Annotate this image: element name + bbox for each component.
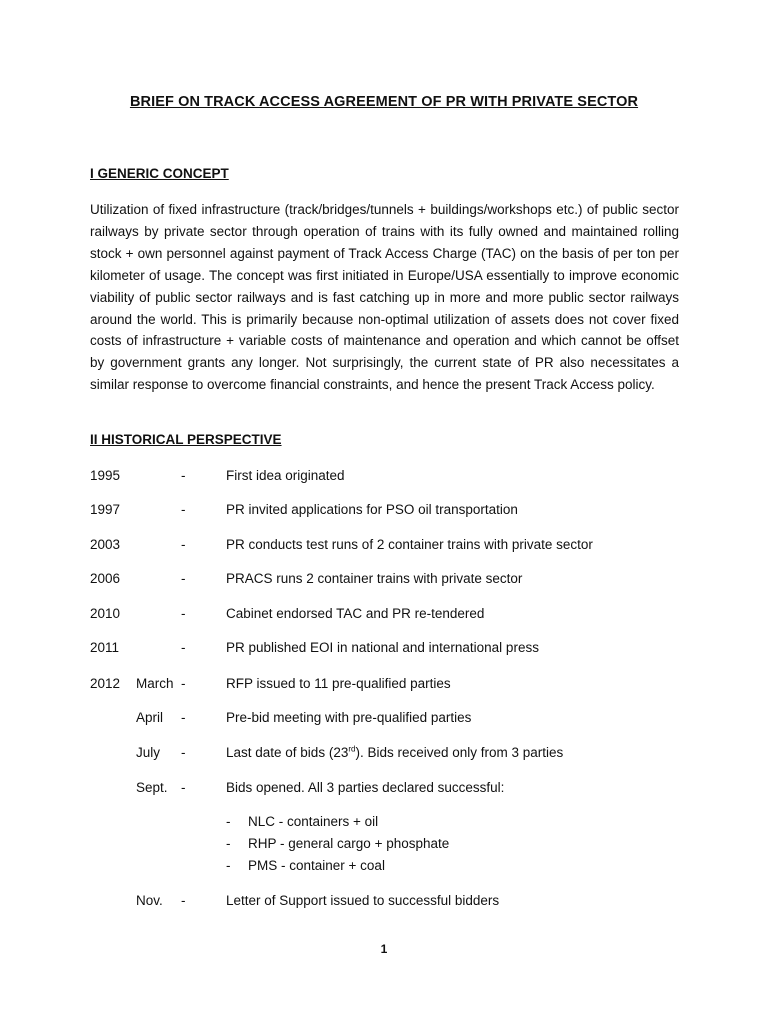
timeline-row <box>0 535 768 555</box>
timeline-dash: - <box>181 468 186 483</box>
timeline-row <box>0 466 768 486</box>
timeline-row <box>0 674 768 694</box>
timeline-text: PRACS runs 2 container trains with private sector <box>226 571 523 586</box>
timeline-dash: - <box>181 640 186 655</box>
timeline-text-part: Last date of bids (23 <box>226 745 349 760</box>
timeline-month: Nov. <box>136 893 163 908</box>
timeline-row <box>0 500 768 520</box>
timeline-year: 2011 <box>90 640 120 655</box>
list-text: NLC - containers + oil <box>248 814 379 829</box>
timeline-text: Bids opened. All 3 parties declared successful: <box>226 780 505 795</box>
page-number: 1 <box>380 942 388 956</box>
list-text: RHP - general cargo + phosphate <box>248 836 450 851</box>
timeline-row <box>0 743 768 763</box>
list-dash: - <box>226 814 231 829</box>
timeline-month: April <box>136 710 164 725</box>
document-title: BRIEF ON TRACK ACCESS AGREEMENT OF PR WITH PRIVATE SECTOR <box>129 94 639 110</box>
timeline-dash: - <box>181 893 186 908</box>
list-dash: - <box>226 858 231 873</box>
section-heading-generic-concept: I GENERIC CONCEPT <box>90 166 229 181</box>
timeline-dash: - <box>181 745 186 760</box>
timeline-dash: - <box>181 571 186 586</box>
timeline-text: Letter of Support issued to successful bidders <box>226 893 500 908</box>
timeline-row <box>0 778 768 798</box>
timeline-row <box>0 891 768 911</box>
timeline-text-part: ). Bids received only from 3 parties <box>355 745 564 760</box>
timeline-row <box>0 604 768 624</box>
timeline-text: RFP issued to 11 pre-qualified parties <box>226 676 451 691</box>
timeline-year: 1997 <box>90 502 121 517</box>
timeline-text: PR invited applications for PSO oil transportation <box>226 502 518 517</box>
timeline-year: 1995 <box>90 468 121 483</box>
generic-concept-paragraph: Utilization of fixed infrastructure (track/bridges/tunnels + buildings/workshops etc.) of public sector railways by private sector through operation of trains with its fully owned and maintained rolling stock + own personnel against payment of Track Access Charge (TAC) on the basis of per ton per kilometer of usage. The concept was first initiated in Europe/USA essentially to improve economic viability of public sector railways and is fast catching up in more and more public sector railways around the world. This is primarily because non-optimal utilization of assets does not cover fixed costs of infrastructure + variable costs of maintenance and operation and which cannot be offset by government grants any longer. Not surprisingly, the current state of PR also necessitates a similar response to overcome financial constraints, and hence the present Track Access policy. <box>90 202 679 393</box>
ordinal-suffix: rd <box>348 744 356 754</box>
section-heading-historical-perspective: II HISTORICAL PERSPECTIVE <box>90 432 282 447</box>
timeline-text <box>226 743 563 763</box>
timeline-dash: - <box>181 606 186 621</box>
timeline-year: 2010 <box>90 606 121 621</box>
timeline-text: Pre-bid meeting with pre-qualified parties <box>226 710 472 725</box>
timeline-row <box>0 569 768 589</box>
list-dash: - <box>226 836 231 851</box>
timeline-year: 2012 <box>90 676 121 691</box>
timeline-month: Sept. <box>136 780 168 795</box>
list-text: PMS - container + coal <box>248 858 385 873</box>
timeline-month: March <box>136 676 174 691</box>
timeline-year: 2003 <box>90 537 121 552</box>
timeline-dash: - <box>181 502 186 517</box>
timeline-text: PR conducts test runs of 2 container trains with private sector <box>226 537 593 552</box>
timeline-text: First idea originated <box>226 468 345 483</box>
timeline-year: 2006 <box>90 571 121 586</box>
timeline-text: PR published EOI in national and international press <box>226 640 539 655</box>
timeline-dash: - <box>181 710 186 725</box>
timeline-dash: - <box>181 676 186 691</box>
timeline-row <box>0 638 768 658</box>
timeline-row <box>0 708 768 728</box>
timeline-dash: - <box>181 537 186 552</box>
timeline-text: Cabinet endorsed TAC and PR re-tendered <box>226 606 485 621</box>
timeline-dash: - <box>181 780 186 795</box>
timeline-month: July <box>136 745 161 760</box>
